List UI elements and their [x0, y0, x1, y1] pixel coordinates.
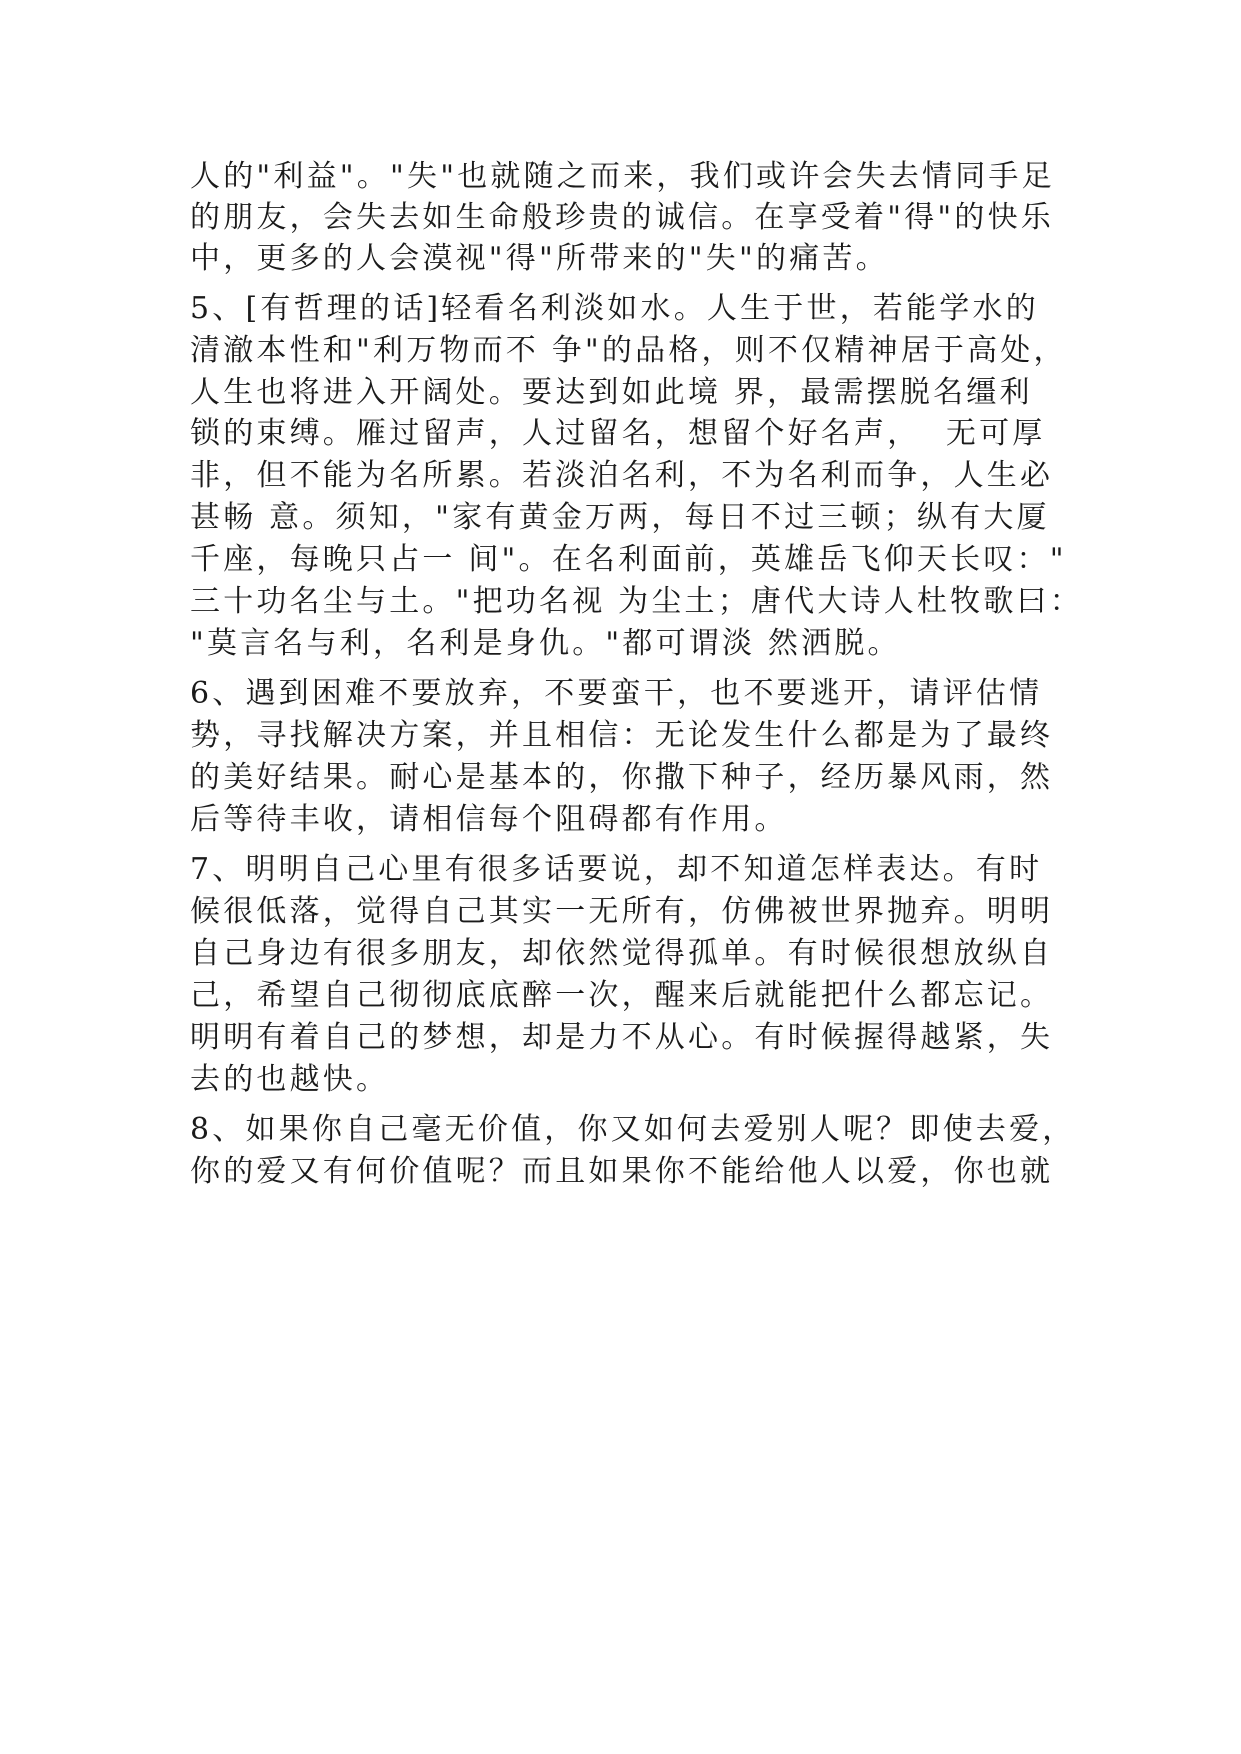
text-line: 候很低落，觉得自己其实一无所有，仿佛被世界抛弃。明明	[190, 894, 1054, 929]
text-line: 千座，每晚只占一 间"。在名利面前，英雄岳飞仰天长叹："	[190, 542, 1067, 577]
text-line: 明明有着自己的梦想，却是力不从心。有时候握得越紧，失	[190, 1020, 1054, 1055]
text-line: 清澈本性和"利万物而不 争"的品格，则不仅精神居于高处，	[190, 333, 1067, 368]
text-line: "莫言名与利，名利是身仇。"都可谓淡 然洒脱。	[190, 626, 901, 661]
text-line: 人的"利益"。"失"也就随之而来，我们或许会失去情同手足	[190, 159, 1055, 194]
text-line: 锁的束缚。雁过留声，人过留名，想留个好名声， 无可厚	[190, 416, 1046, 451]
text-line: 势，寻找解决方案，并且相信：无论发生什么都是为了最终	[190, 718, 1054, 753]
text-line: 中，更多的人会漠视"得"所带来的"失"的痛苦。	[190, 241, 889, 276]
text-line: 8、如果你自己毫无价值，你又如何去爱别人呢？即使去爱，	[190, 1112, 1076, 1147]
text-line: 的朋友，会失去如生命般珍贵的诚信。在享受着"得"的快乐	[190, 200, 1054, 235]
text-line: 非，但不能为名所累。若淡泊名利，不为名利而争，人生必	[190, 458, 1054, 493]
text-line: 你的爱又有何价值呢？而且如果你不能给他人以爱，你也就	[190, 1154, 1054, 1189]
text-line: 甚畅 意。须知，"家有黄金万两，每日不过三顿；纵有大厦	[190, 500, 1050, 535]
text-line: 6、遇到困难不要放弃，不要蛮干，也不要逃开，请评估情	[190, 676, 1043, 711]
text-line: 己，希望自己彻彻底底醉一次，醒来后就能把什么都忘记。	[190, 978, 1054, 1013]
text-line: 5、[有哲理的话]轻看名利淡如水。人生于世，若能学水的	[190, 291, 1039, 326]
text-line: 去的也越快。	[190, 1062, 390, 1097]
text-line: 人生也将进入开阔处。要达到如此境 界，最需摆脱名缰利	[190, 375, 1033, 410]
text-line: 7、明明自己心里有很多话要说，却不知道怎样表达。有时	[190, 852, 1043, 887]
text-line: 三十功名尘与土。"把功名视 为尘土；唐代大诗人杜牧歌曰：	[190, 584, 1083, 619]
text-line: 后等待丰收，请相信每个阻碍都有作用。	[190, 802, 788, 837]
text-line: 的美好结果。耐心是基本的，你撒下种子，经历暴风雨，然	[190, 760, 1054, 795]
text-line: 自己身边有很多朋友，却依然觉得孤单。有时候很想放纵自	[190, 936, 1054, 971]
